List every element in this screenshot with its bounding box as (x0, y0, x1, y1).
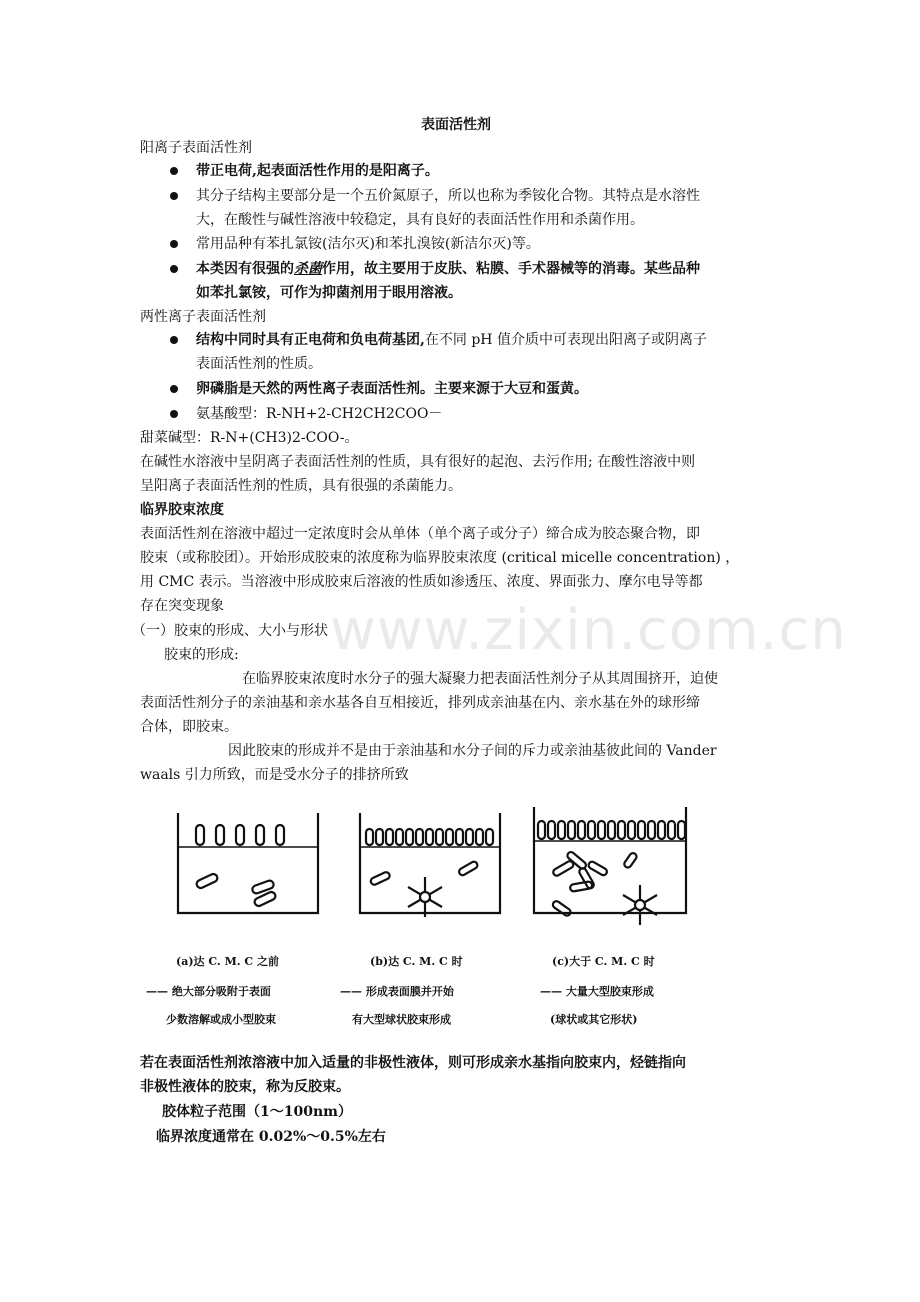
cationic-bullet-1: 带正电荷,起表面活性作用的是阳离子。 (196, 163, 439, 179)
caption-c-title: (c)大于 C. M. C 时 (552, 955, 655, 968)
spherical-micelle (408, 877, 442, 917)
beaker-a (178, 813, 318, 913)
section-heading-amphoteric: 两性离子表面活性剂 (140, 309, 266, 325)
amphoteric-paragraph-line-1: 在碱性水溶液中呈阴离子表面活性剂的性质，具有很好的起泡、去污作用; 在酸性溶液中则 (140, 454, 696, 470)
cationic-bullet-3: 常用品种有苯扎氯铵(洁尔灭)和苯扎溴铵(新洁尔灭)等。 (196, 236, 540, 252)
bullet-icon (170, 265, 178, 273)
amphoteric-bullet-3: 氨基酸型：R-NH+2-CH2CH2COO－ (196, 406, 443, 422)
cmc-paragraph-line-4: 存在突变现象 (140, 598, 224, 614)
surfactant-molecule (216, 825, 224, 845)
surfactant-molecule (370, 871, 391, 886)
amphoteric-bullet-1-line-1 (196, 329, 707, 351)
amphoteric-bullet-2: 卵磷脂是天然的两性离子表面活性剂。主要来源于大豆和蛋黄。 (196, 381, 588, 397)
surfactant-molecule (196, 825, 204, 845)
micelle-paragraph-line-2: 表面活性剂分子的亲油基和亲水基各自互相接近，排列成亲油基在内、亲水基在外的球形缔 (140, 695, 700, 711)
amphoteric-bullet-1-line-2: 表面活性剂的性质。 (196, 356, 322, 372)
bullet-icon (170, 167, 178, 175)
micelle-paragraph-line-1: 在临界胶束浓度时水分子的强大凝聚力把表面活性剂分子从其周围挤开，迫使 (242, 671, 718, 687)
caption-c-line-2: (球状或其它形状) (550, 1013, 638, 1026)
caption-a-line-1: —— 绝大部分吸附于表面 (146, 985, 271, 998)
bullet-icon (170, 385, 178, 393)
surfactant-molecule (276, 825, 284, 845)
surfactant-molecule (623, 852, 638, 869)
surfactant-molecule (552, 900, 572, 917)
caption-a-line-2: 少数溶解或成小型胶束 (166, 1013, 276, 1026)
reverse-micelle-line-1: 若在表面活性剂浓溶液中加入适量的非极性液体，则可形成亲水基指向胶束内，烃链指向 (140, 1055, 686, 1071)
caption-b-line-1: —— 形成表面膜并开始 (340, 985, 454, 998)
bullet-icon (170, 240, 178, 248)
bullet-icon (170, 192, 178, 200)
italic-emphasis: 杀菌 (294, 261, 322, 277)
text-run: 在不同 pH 值介质中可表现出阳离子或阴离子 (424, 332, 707, 348)
subheading-micelle: 胶束的形成: (164, 647, 239, 663)
spherical-micelle (623, 885, 657, 925)
surface-film (366, 829, 493, 845)
beaker-c (534, 807, 686, 913)
surfactant-molecule (458, 860, 479, 876)
watermark: www.zixin.com.cn (330, 598, 847, 663)
cationic-bullet-2-line-1: 其分子结构主要部分是一个五价氮原子，所以也称为季铵化合物。其特点是水溶性 (196, 188, 700, 204)
bullet-icon (170, 410, 178, 418)
text-run: 本类因有很强的 (196, 261, 294, 277)
caption-a-title: (a)达 C. M. C 之前 (176, 955, 280, 968)
micelle-formation-figure (140, 795, 700, 1035)
vanderwaals-paragraph-line-2: waals 引力所致，而是受水分子的排挤所致 (140, 767, 409, 783)
cationic-bullet-4-line-2: 如苯扎氯铵，可作为抑菌剂用于眼用溶液。 (196, 285, 462, 301)
page-title: 表面活性剂 (421, 117, 491, 133)
bullet-icon (170, 336, 178, 344)
cationic-bullet-2-line-2: 大，在酸性与碱性溶液中较稳定，具有良好的表面活性作用和杀菌作用。 (196, 212, 644, 228)
cationic-bullet-4-line-1 (196, 258, 700, 280)
micelle-paragraph-line-3: 合体，即胶束。 (140, 719, 238, 735)
caption-b-title: (b)达 C. M. C 时 (370, 955, 463, 968)
cmc-paragraph-line-1: 表面活性剂在溶液中超过一定浓度时会从单体（单个离子或分子）缔合成为胶态聚合物，即 (140, 526, 700, 542)
text-run: 结构中同时具有正电荷和负电荷基团, (196, 332, 425, 348)
critical-concentration-line: 临界浓度通常在 0.02%～0.5%左右 (156, 1129, 386, 1145)
rod-micelle-cluster (552, 851, 608, 892)
reverse-micelle-line-2: 非极性液体的胶束，称为反胶束。 (140, 1079, 350, 1095)
amphoteric-paragraph-line-2: 呈阳离子表面活性剂的性质，具有很强的杀菌能力。 (140, 478, 462, 494)
vanderwaals-paragraph-line-1: 因此胶束的形成并不是由于亲油基和水分子间的斥力或亲油基彼此间的 Vander (228, 743, 717, 759)
surfactant-molecule (236, 825, 244, 845)
text-run: 作用，故主要用于皮肤、粘膜、手术器械等的消毒。某些品种 (322, 261, 700, 277)
cmc-paragraph-line-3: 用 CMC 表示。当溶液中形成胶束后溶液的性质如渗透压、浓度、界面张力、摩尔电导等都 (140, 574, 703, 590)
surfactant-molecule (195, 873, 218, 890)
cmc-paragraph-line-2: 胶束（或称胶团）。开始形成胶束的浓度称为临界胶束浓度 (critical micelle concentration) ， (140, 550, 740, 566)
betaine-line: 甜菜碱型：R-N+(CH3)2-COO-。 (140, 430, 359, 446)
section-heading-cmc: 临界胶束浓度 (140, 502, 224, 518)
surface-film (538, 821, 685, 839)
caption-b-line-2: 有大型球状胶束形成 (352, 1013, 451, 1026)
section-heading-cationic: 阳离子表面活性剂 (140, 140, 252, 156)
colloid-range-line: 胶体粒子范围（1～100nm） (162, 1104, 352, 1120)
caption-c-line-1: —— 大量大型胶束形成 (540, 985, 654, 998)
surfactant-molecule (256, 825, 264, 845)
subheading-micelle-formation: （一）胶束的形成、大小与形状 (132, 623, 328, 639)
